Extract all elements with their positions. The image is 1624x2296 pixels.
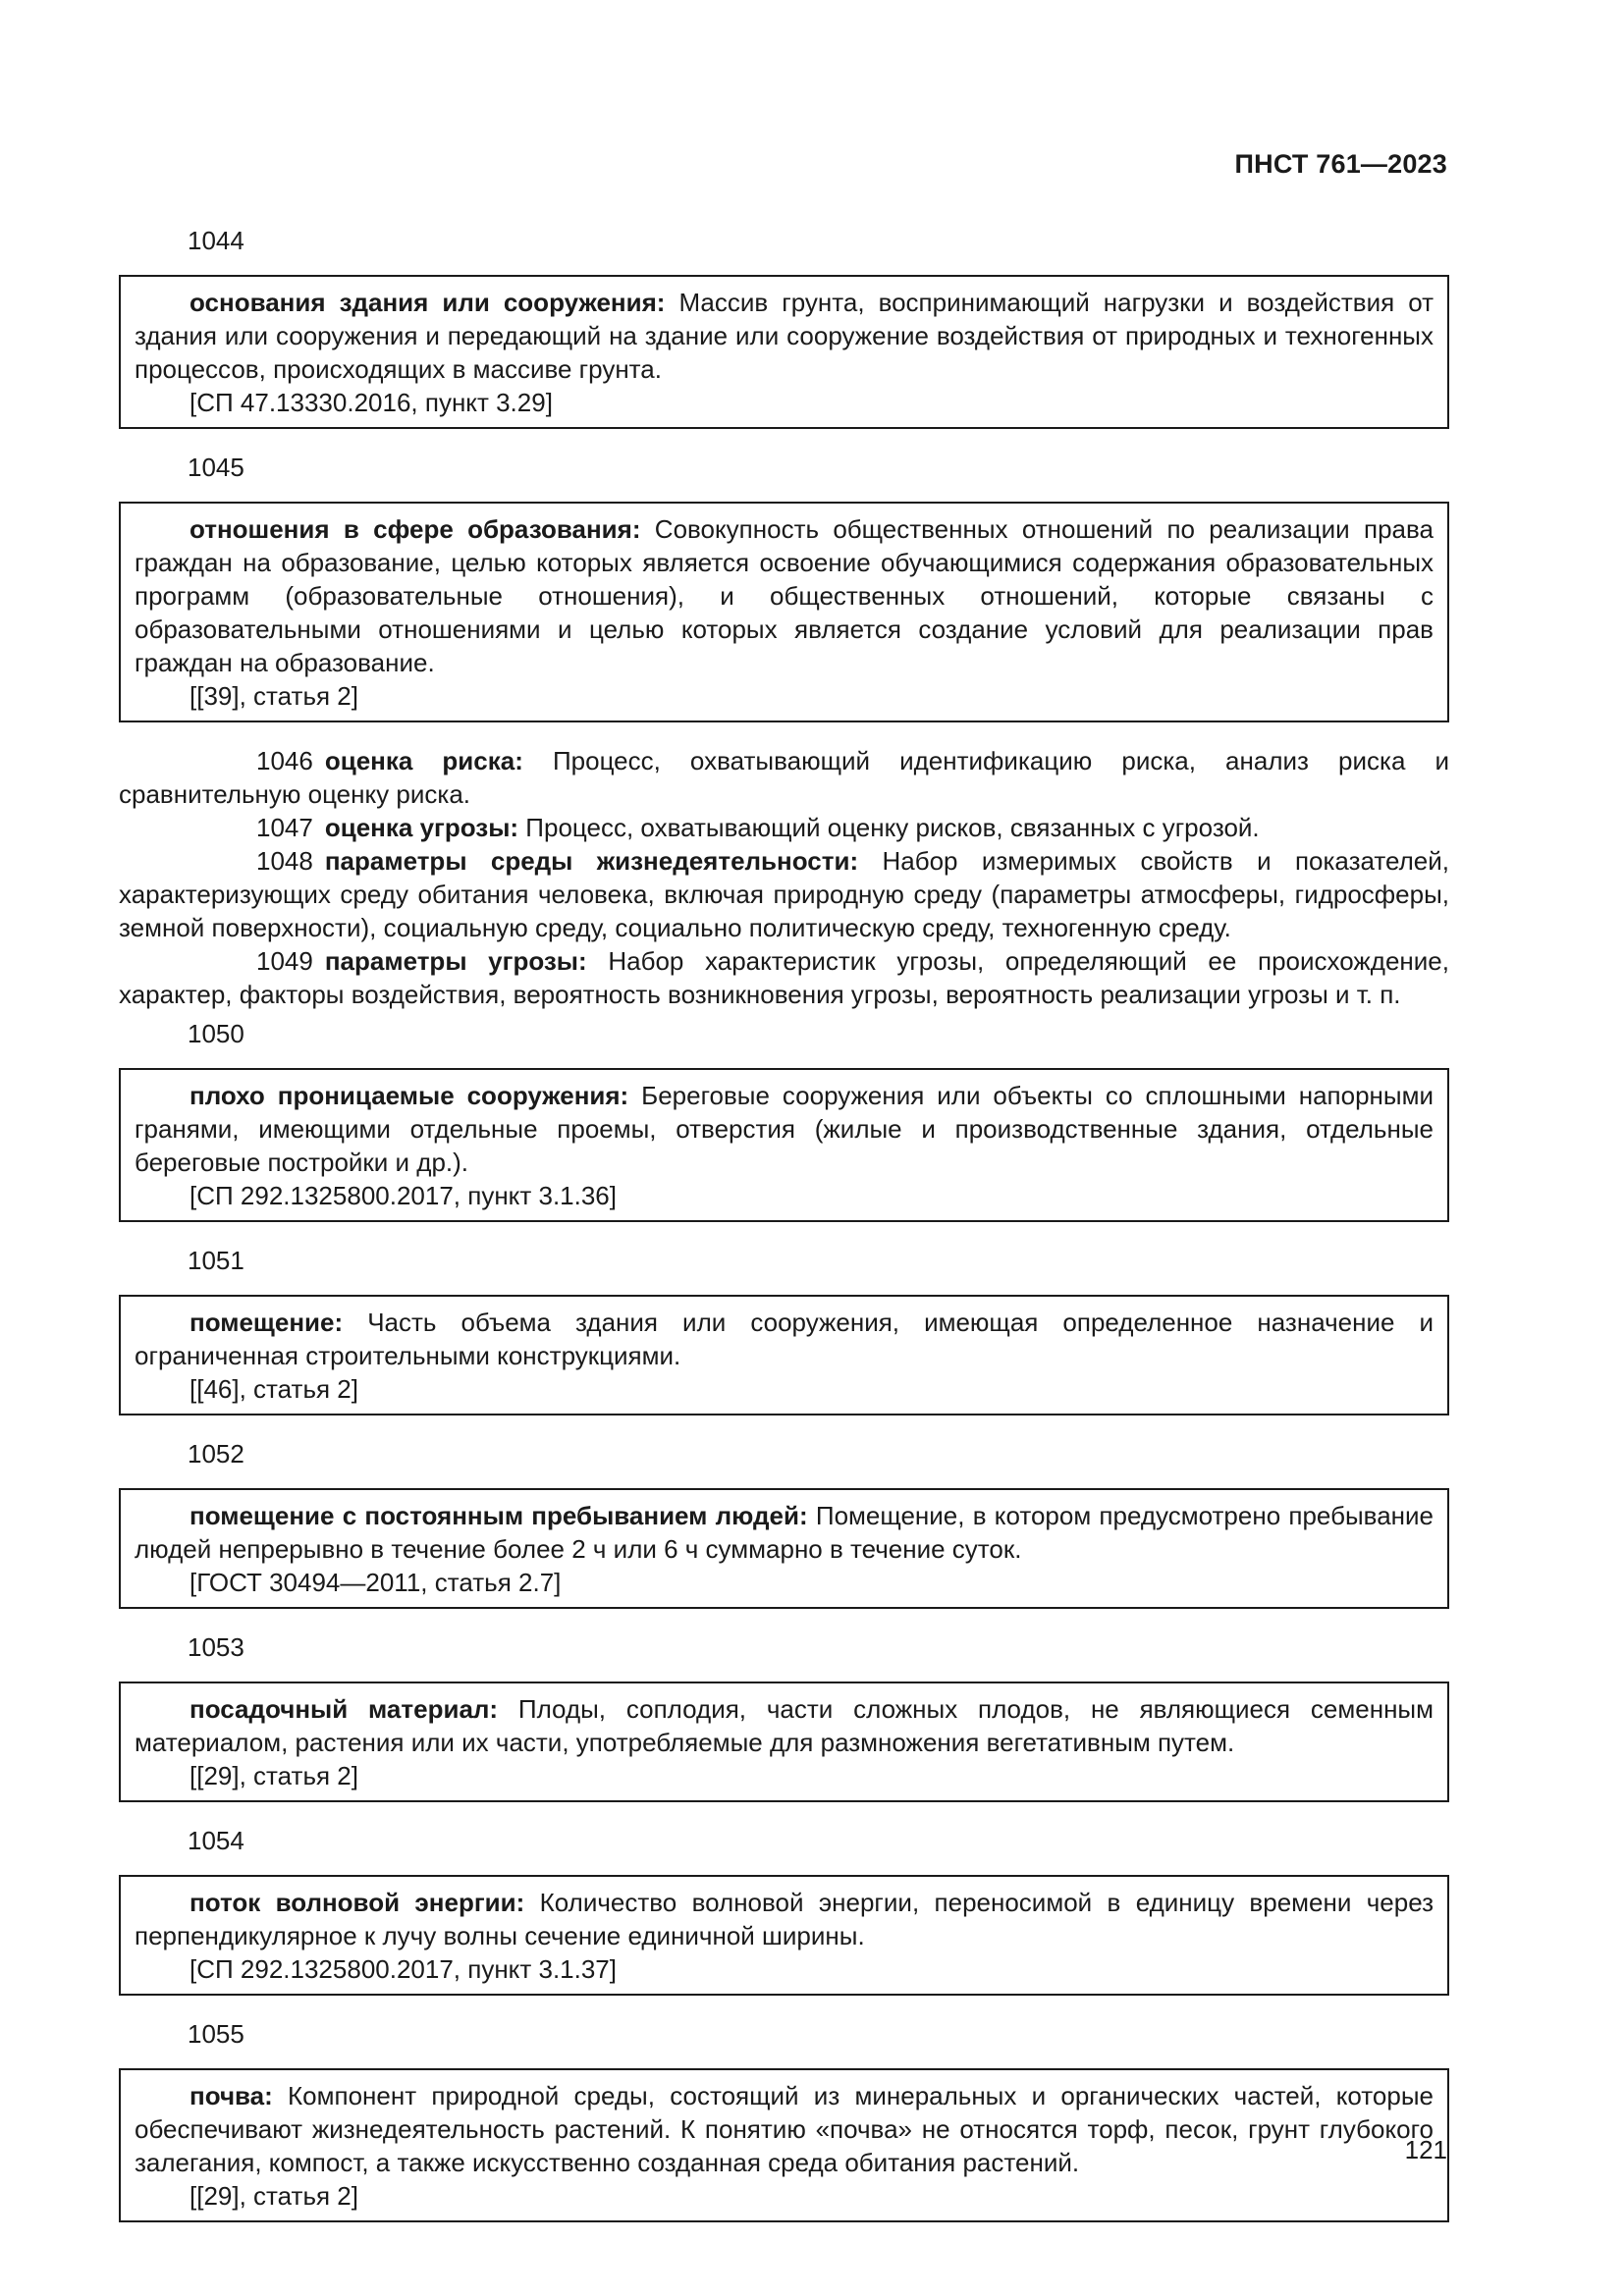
boxed-entry bbox=[119, 1875, 1449, 1996]
plain-entry bbox=[119, 844, 1449, 944]
definition: Процесс, охватывающий идентификацию риска, анализ риска и сравнительную оценку риска. bbox=[119, 746, 1449, 809]
term: помещение с постоянным пребыванием людей: bbox=[189, 1501, 808, 1530]
term: оценка риска: bbox=[324, 746, 523, 775]
definition: Часть объема здания или сооружения, имеющая определенное назначение и ограниченная строительными конструкциями. bbox=[135, 1308, 1434, 1370]
plain-entry bbox=[119, 811, 1449, 844]
entry-number: 1052 bbox=[188, 1439, 244, 1468]
entry-number: 1044 bbox=[188, 226, 244, 255]
glossary-content bbox=[119, 224, 1449, 2244]
definition: Береговые сооружения или объекты со сплошными напорными гранями, имеющими отдельные проемы, отверстия (жилые и производственные здания, отдельные береговые постройки и др.). bbox=[135, 1081, 1434, 1177]
entry-number: 1055 bbox=[188, 2019, 244, 2049]
boxed-entry bbox=[119, 1295, 1449, 1415]
plain-entry bbox=[119, 744, 1449, 811]
source-reference: [СП 47.13330.2016, пункт 3.29] bbox=[189, 388, 553, 417]
source-reference: [[39], статья 2] bbox=[189, 681, 358, 711]
document-code: ПНСТ 761—2023 bbox=[1234, 149, 1447, 179]
term: отношения в сфере образования: bbox=[189, 514, 641, 544]
term: плохо проницаемые сооружения: bbox=[189, 1081, 629, 1110]
boxed-entry bbox=[119, 2068, 1449, 2222]
source-reference: [ГОСТ 30494—2011, статья 2.7] bbox=[189, 1568, 562, 1597]
entry-number: 1047 bbox=[256, 813, 313, 842]
term: почва: bbox=[189, 2081, 273, 2110]
entry-number: 1049 bbox=[256, 946, 313, 976]
definition: Компонент природной среды, состоящий из минеральных и органических частей, которые обеспечивают жизнедеятельность растений. К понятию «почва» не относятся торф, песок, грунт глубокого залегания, компост, а также искусственно созданная среда обитания растений. bbox=[135, 2081, 1434, 2177]
entry-number: 1048 bbox=[256, 846, 313, 876]
entry-number: 1051 bbox=[188, 1246, 244, 1275]
source-reference: [СП 292.1325800.2017, пункт 3.1.36] bbox=[189, 1181, 617, 1210]
definition: Набор измеримых свойств и показателей, характеризующих среду обитания человека, включая природную среду (параметры атмосферы, гидросферы, земной поверхности), социальную среду, социально политическую среду, техногенную среду. bbox=[119, 846, 1449, 942]
definition: Массив грунта, воспринимающий нагрузки и воздействия от здания или сооружения и передающий на здание или сооружение воздействия от природных и техногенных процессов, происходящих в массиве грунта. bbox=[135, 288, 1434, 384]
term: помещение: bbox=[189, 1308, 344, 1337]
entry-number: 1054 bbox=[188, 1826, 244, 1855]
entry-number: 1053 bbox=[188, 1632, 244, 1662]
definition: Процесс, охватывающий оценку рисков, связанных с угрозой. bbox=[518, 813, 1260, 842]
plain-entry bbox=[119, 944, 1449, 1011]
term: оценка угрозы: bbox=[324, 813, 519, 842]
boxed-entry bbox=[119, 502, 1449, 722]
term: параметры среды жизнедеятельности: bbox=[324, 846, 859, 876]
entry-number: 1045 bbox=[188, 453, 244, 482]
entry-number: 1050 bbox=[188, 1019, 244, 1048]
definition: Количество волновой энергии, переносимой в единицу времени через перпендикулярное к лучу волны сечение единичной ширины. bbox=[135, 1888, 1434, 1950]
source-reference: [[29], статья 2] bbox=[189, 2181, 358, 2211]
entry-number: 1046 bbox=[256, 746, 313, 775]
definition: Плоды, соплодия, части сложных плодов, не являющиеся семенным материалом, растения или их части, употребляемые для размножения вегетативным путем. bbox=[135, 1694, 1434, 1757]
definition: Помещение, в котором предусмотрено пребывание людей непрерывно в течение более 2 ч или 6 ч суммарно в течение суток. bbox=[135, 1501, 1435, 1564]
source-reference: [[29], статья 2] bbox=[189, 1761, 358, 1790]
definition: Набор характеристик угрозы, определяющий ее происхождение, характер, факторы воздействия, вероятность возникновения угрозы, вероятность реализации угрозы и т. п. bbox=[119, 946, 1449, 1009]
term: посадочный материал: bbox=[189, 1694, 499, 1724]
term: поток волновой энергии: bbox=[189, 1888, 525, 1917]
boxed-entry bbox=[119, 1682, 1449, 1802]
plain-entries bbox=[119, 744, 1449, 1011]
boxed-entry bbox=[119, 275, 1449, 429]
boxed-entry bbox=[119, 1488, 1449, 1609]
definition: Совокупность общественных отношений по реализации права граждан на образование, целью которых является освоение обучающимися содержания образовательных программ (образовательные отношения), и общественных отношений, которые связаны с образовательными отношениями и целью которых является создание условий для реализации прав граждан на образование. bbox=[135, 514, 1434, 677]
term: параметры угрозы: bbox=[324, 946, 587, 976]
source-reference: [[46], статья 2] bbox=[189, 1374, 358, 1404]
boxed-entry bbox=[119, 1068, 1449, 1222]
page-number: 121 bbox=[1404, 2135, 1447, 2164]
source-reference: [СП 292.1325800.2017, пункт 3.1.37] bbox=[189, 1954, 617, 1984]
term: основания здания или сооружения: bbox=[189, 288, 666, 317]
